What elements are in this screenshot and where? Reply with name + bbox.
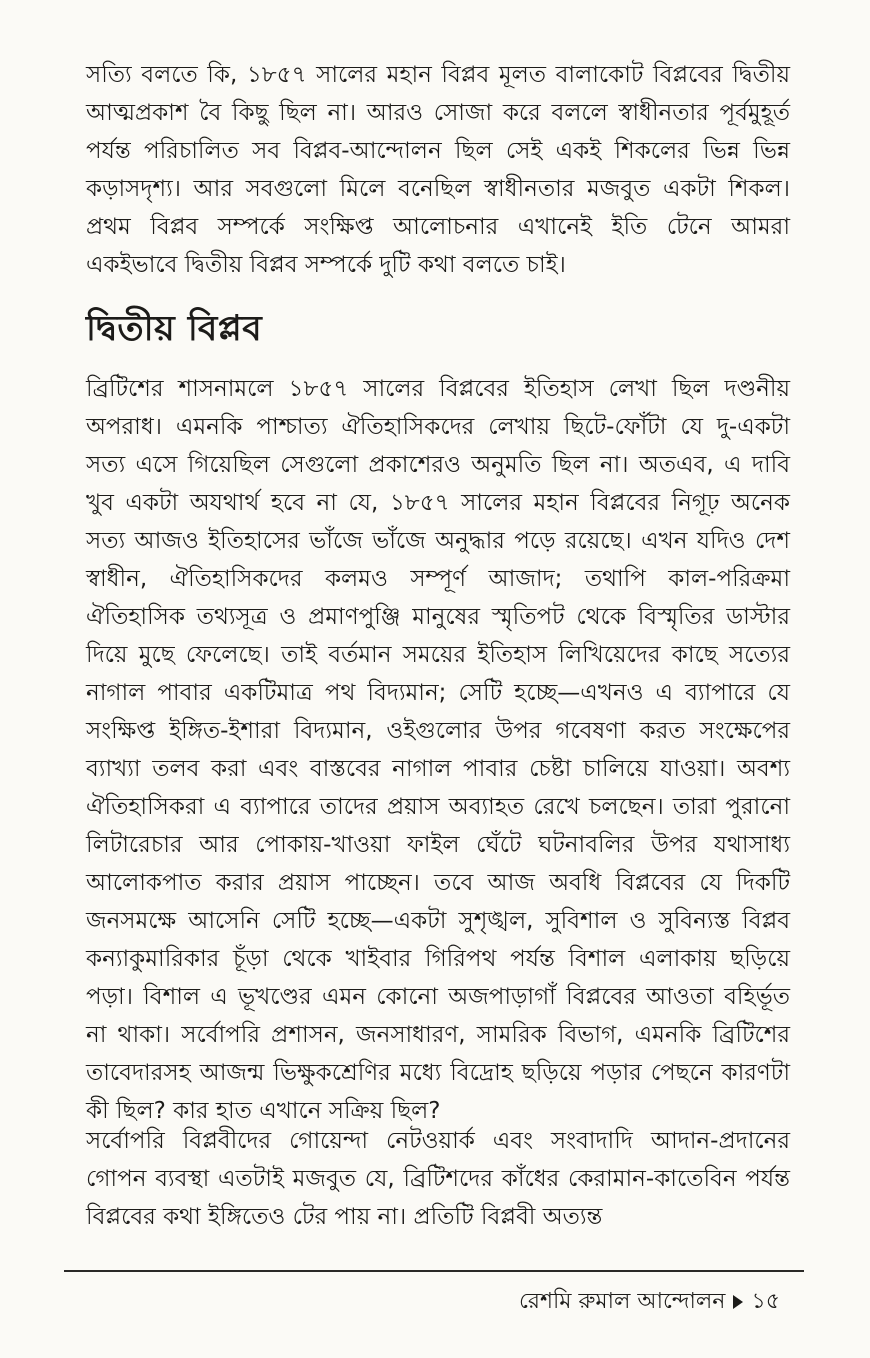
triangle-right-icon [733, 1295, 743, 1309]
intro-paragraph: সত্যি বলতে কি, ১৮৫৭ সালের মহান বিপ্লব মূলত বালাকোট বিপ্লবের দ্বিতীয় আত্মপ্রকাশ বৈ কিছু ছিল না। আরও সোজা করে বললে স্বাধীনতার পূর্বমুহূর্ত পর্যন্ত পরিচালিত সব বিপ্লব-আন্দোলন ছিল সেই একই শিকলের ভিন্ন ভিন্ন কড়াসদৃশ্য। আর সবগুলো মিলে বনেছিল স্বাধীনতার মজবুত একটা শিকল। প্রথম বিপ্লব সম্পর্কে সংক্ষিপ্ত আলোচনার এখানেই ইতি টেনে আমরা একইভাবে দ্বিতীয় বিপ্লব সম্পর্কে দুটি কথা বলতে চাই। [86, 62, 790, 278]
page-footer [519, 1287, 780, 1317]
body-paragraph: ব্রিটিশের শাসনামলে ১৮৫৭ সালের বিপ্লবের ইতিহাস লেখা ছিল দণ্ডনীয় অপরাধ। এমনকি পাশ্চাত্য ঐতিহাসিকদের লেখায় ছিটে-ফোঁটা যে দু-একটা সত্য এসে গিয়েছিল সেগুলো প্রকাশেরও অনুমতি ছিল না। অতএব, এ দাবি খুব একটা অযথার্থ হবে না যে, ১৮৫৭ সালের মহান বিপ্লবের নিগূঢ় অনেক সত্য আজও ইতিহাসের ভাঁজে ভাঁজে অনুদ্ধার পড়ে রয়েছে। এখন যদিও দেশ স্বাধীন, ঐতিহাসিকদের কলমও সম্পূর্ণ আজাদ; তথাপি কাল-পরিক্রমা ঐতিহাসিক তথ্যসূত্র ও প্রমাণপুঞ্জি মানুষের স্মৃতিপট থেকে বিস্মৃতির ডাস্টার দিয়ে মুছে ফেলেছে। তাই বর্তমান সময়ের ইতিহাস লিখিয়েদের কাছে সত্যের নাগাল পাবার একটিমাত্র পথ বিদ্যমান; সেটি হচ্ছে—এখনও এ ব্যাপারে যে সংক্ষিপ্ত ইঙ্গিত-ইশারা বিদ্যমান, ওইগুলোর উপর গবেষণা করত সংক্ষেপের ব্যাখ্যা তলব করা এবং বাস্তবের নাগাল পাবার চেষ্টা চালিয়ে যাওয়া। অবশ্য ঐতিহাসিকরা এ ব্যাপারে তাদের প্রয়াস অব্যাহত রেখে চলছেন। তারা পুরানো লিটারেচার আর পোকায়-খাওয়া ফাইল ঘেঁটে ঘটনাবলির উপর যথাসাধ্য আলোকপাত করার প্রয়াস পাচ্ছেন। তবে আজ অবধি বিপ্লবের যে দিকটি জনসমক্ষে আসেনি সেটি হচ্ছে—একটা সুশৃঙ্খল, সুবিশাল ও সুবিন্যস্ত বিপ্লব কন্যাকুমারিকার চূঁড়া থেকে খাইবার গিরিপথ পর্যন্ত বিশাল এলাকায় ছড়িয়ে পড়া। বিশাল এ ভূখণ্ডের এমন কোনো অজপাড়াগাঁ বিপ্লবের আওতা বহির্ভূত না থাকা। সর্বোপরি প্রশাসন, জনসাধারণ, সামরিক বিভাগ, এমনকি ব্রিটিশের তাবেদারসহ আজন্ম ভিক্ষুকশ্রেণির মধ্যে বিদ্রোহ ছড়িয়ে পড়ার পেছনে কারণটা কী ছিল? কার হাত এখানে সক্রিয় ছিল? [86, 376, 790, 1124]
running-title: রেশমি রুমাল আন্দোলন [518, 1289, 726, 1314]
closing-paragraph: সর্বোপরি বিপ্লবীদের গোয়েন্দা নেটওয়ার্ক এবং সংবাদাদি আদান-প্রদানের গোপন ব্যবস্থা এতটাই মজবুত যে, ব্রিটিশদের কাঁধের কেরামান-কাতেবিন পর্যন্ত বিপ্লবের কথা ইঙ্গিতেও টের পায় না। প্রতিটি বিপ্লবী অত্যন্ত [86, 1128, 790, 1230]
section-heading: দ্বিতীয় বিপ্লব [86, 309, 263, 349]
footer-divider [64, 1270, 804, 1272]
page-number: ১৫ [751, 1289, 780, 1314]
